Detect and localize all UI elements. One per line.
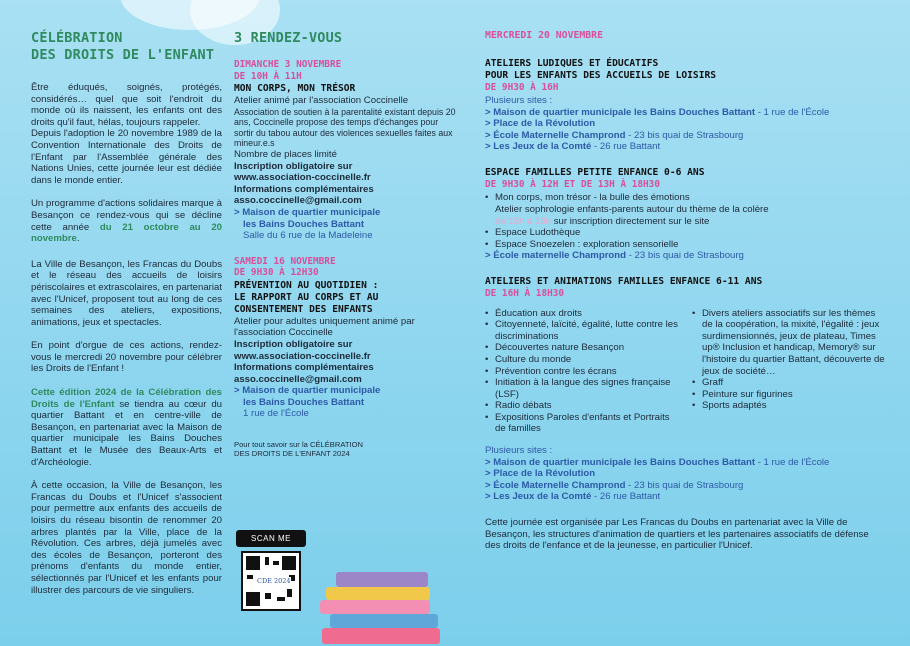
event-address: Salle du 6 rue de la Madeleine — [243, 230, 373, 242]
event-description: Atelier animé par l'association Coccinelle — [234, 95, 409, 106]
site-row: > Maison de quartier municipale les Bains Douches Battant - 1 rue de l'École — [485, 456, 830, 468]
email-link[interactable]: asso.coccinelle@gmail.com — [234, 373, 362, 385]
registration-label: Inscription obligatoire sur — [234, 338, 353, 350]
partners-paragraph: La Ville de Besançon, les Francas du Doubs et le réseau des accueils de loisirs périscolaires et extrascolaires, en partenariat avec l'Unicef, proposent tout au long de ces semaines des ateliers, expositions, animations, jeux et spectacles. — [31, 258, 222, 328]
section-title: POUR LES ENFANTS DES ACCUEILS DE LOISIRS — [485, 69, 717, 81]
event-note: Association de soutien à la parentalité existant depuis 20 ans, Coccinelle propose des temps d'échanges pour sortir du tabou autour des violences sexuelles faites aux mineur.e.s — [234, 106, 456, 149]
event-location: les Bains Douches Battant — [243, 396, 365, 408]
event-title: CONSENTEMENT DES ENFANTS — [234, 303, 373, 315]
more-info: Pour tout savoir sur la CÉLÉBRATION DES DROITS DE L'ENFANT 2024 — [234, 440, 363, 459]
section-time: DE 9H30 À 12H ET DE 13H À 18H30 — [485, 178, 660, 190]
event-date: SAMEDI 16 NOVEMBRE — [234, 255, 336, 267]
email-link[interactable]: asso.coccinelle@gmail.com — [234, 195, 362, 207]
registration-label: Inscription obligatoire sur — [234, 160, 353, 172]
event-title: PRÉVENTION AU QUOTIDIEN : — [234, 279, 379, 291]
highlight-paragraph: En point d'orgue de ces actions, rendez-vous le mercredi 20 novembre pour célébrer les Droits de l'Enfant ! — [31, 340, 222, 375]
rendezvous-title: 3 RENDEZ-VOUS — [234, 30, 343, 46]
section-time: DE 16H À 18H30 — [485, 288, 565, 300]
activity-list — [485, 192, 885, 250]
list-item: • Peinture sur figurines — [692, 389, 885, 401]
activity-list-right — [692, 308, 885, 436]
section-family-workshops — [485, 276, 885, 503]
event-date: DIMANCHE 3 NOVEMBRE — [234, 59, 342, 70]
event-2 — [234, 256, 456, 420]
sites-label: Plusieurs sites : — [485, 95, 553, 106]
event-places: Nombre de places limité — [234, 148, 337, 160]
books-icon — [318, 572, 446, 646]
list-item: • Sports adaptés — [692, 400, 885, 412]
info-label: Informations complémentaires — [234, 183, 374, 195]
qr-code-block[interactable] — [236, 530, 306, 626]
event-description: Atelier pour adultes uniquement animé par l'association Coccinelle — [234, 315, 415, 339]
main-title: CÉLÉBRATION DES DROITS DE L'ENFANT — [31, 30, 215, 63]
site-row: > École Maternelle Champrond - 23 bis quai de Strasbourg — [485, 479, 744, 491]
event-time: DE 10H À 11H — [234, 70, 302, 82]
section-early-childhood — [485, 167, 885, 262]
site-row: > Maison de quartier municipale les Bains Douches Battant - 1 rue de l'École — [485, 106, 830, 118]
rendezvous-column — [234, 30, 456, 459]
list-item: • Culture du monde — [485, 354, 678, 366]
event-location: les Bains Douches Battant — [243, 218, 365, 230]
event-time: DE 9H30 À 12H30 — [234, 267, 319, 279]
edition-paragraph: Cette édition 2024 de la Célébration des Droits de l'Enfant se tiendra au cœur du quartier Battant et en centre-ville de Besançon, en partenariat avec la Maison de quartier municipale les Bains Douches Battant et le Musée des Beaux-Arts et d'Archéologie. — [31, 387, 222, 468]
list-item: • Mon corps, mon trésor - la bulle des émotions Atelier sophrologie enfants-parents autour du thème de la colère de 15h à 16h sur inscription directement sur le site — [485, 192, 885, 227]
event-1 — [234, 59, 456, 242]
qr-center-label: CDE 2024 — [257, 577, 291, 585]
scan-me-label: SCAN ME — [236, 530, 306, 547]
list-item: • Graff — [692, 377, 885, 389]
list-item: • Radio débats — [485, 400, 678, 412]
wednesday-column — [485, 30, 885, 552]
site-row: > Les Jeux de la Comté - 26 rue Battant — [485, 141, 661, 153]
list-item: • Espace Snoezelen : exploration sensorielle — [485, 239, 885, 251]
intro-paragraph: Être éduqués, soignés, protégés, considérés… quel que soit l'endroit du monde où ils naissent, les enfants ont des droits qu'il faut, hélas, toujours rappeler. Depuis l'adoption le 20 novembre 1989 de la Convention Internationale des Droits de l'Enfant par l'Assemblée générale des Nations Unies, cette journée leur est dédiée dans le monde entier. — [31, 82, 222, 186]
info-label: Informations complémentaires — [234, 362, 374, 374]
list-item: • Découvertes nature Besançon — [485, 342, 678, 354]
event-title: MON CORPS, MON TRÉSOR — [234, 83, 356, 94]
section-title: ESPACE FAMILLES PETITE ENFANCE 0-6 ANS — [485, 166, 705, 178]
activity-columns — [485, 308, 885, 436]
site-row: > Place de la Révolution — [485, 118, 596, 130]
event-title: LE RAPPORT AU CORPS ET AU — [234, 291, 379, 303]
section-educational-workshops — [485, 58, 885, 153]
site-row: > Les Jeux de la Comté - 26 rue Battant — [485, 491, 661, 503]
trees-paragraph: À cette occasion, la Ville de Besançon, les Francas du Doubs et l'Unicef s'associent pour permettre aux enfants des accueils de loisirs du réseau bisontin de renommer 20 arbres plantés par la Ville, place de la Révolution. Ces arbres, déjà jumelés avec des écoles de Besançon, porteront des prénoms d'enfants du monde entier, sélectionnés par l'Unicef et les enfants pour illustrer des parcours de vie singuliers. — [31, 480, 222, 596]
qr-code-icon[interactable] — [241, 551, 301, 611]
section-time: DE 9H30 À 16H — [485, 81, 559, 93]
event-location: > Maison de quartier municipale — [234, 385, 381, 397]
site-row: > École maternelle Champrond - 23 bis quai de Strasbourg — [485, 250, 744, 262]
list-item: • Espace Ludothèque — [485, 227, 885, 239]
footer-paragraph: Cette journée est organisée par Les Francas du Doubs en partenariat avec la Ville de Besançon, les structures d'animation de quartiers et les partenaires associatifs de défense des droits de l'enfance et de la jeunesse, en particulier l'Unicef. — [485, 517, 869, 552]
website-link[interactable]: www.association-coccinelle.fr — [234, 172, 371, 184]
event-address: 1 rue de l'École — [243, 408, 309, 420]
list-item: • Expositions Paroles d'enfants et Portraits de familles — [485, 412, 678, 435]
section-title: ATELIERS LUDIQUES ET ÉDUCATIFS — [485, 57, 659, 69]
list-item: • Divers ateliers associatifs sur les thèmes de la coopération, la mixité, l'égalité : jeux surdimensionnés, jeux de plateau, Times up® Inclusion et handicap, Memory® sur l'histoire du quartier Battant, découverte de jeux de société… — [692, 308, 885, 378]
list-item: • Éducation aux droits — [485, 308, 678, 320]
site-row: > Place de la Révolution — [485, 468, 596, 480]
list-item: • Citoyenneté, laïcité, égalité, lutte contre les discriminations — [485, 319, 678, 342]
section-title: ATELIERS ET ANIMATIONS FAMILLES ENFANCE 6-11 ANS — [485, 276, 763, 288]
website-link[interactable]: www.association-coccinelle.fr — [234, 350, 371, 362]
sites-label: Plusieurs sites : — [485, 445, 553, 457]
event-location: > Maison de quartier municipale — [234, 206, 381, 218]
wednesday-header: MERCREDI 20 NOVEMBRE — [485, 30, 603, 41]
activity-list-left — [485, 308, 678, 436]
program-paragraph: Un programme d'actions solidaires marque à Besançon ce rendez-vous qui se décline cette année du 21 octobre au 20 novembre. — [31, 198, 222, 245]
site-row: > École Maternelle Champrond - 23 bis quai de Strasbourg — [485, 129, 744, 141]
intro-column — [31, 30, 222, 596]
list-item: • Initiation à la langue des signes française (LSF) — [485, 377, 678, 400]
list-item: • Prévention contre les écrans — [485, 366, 678, 378]
